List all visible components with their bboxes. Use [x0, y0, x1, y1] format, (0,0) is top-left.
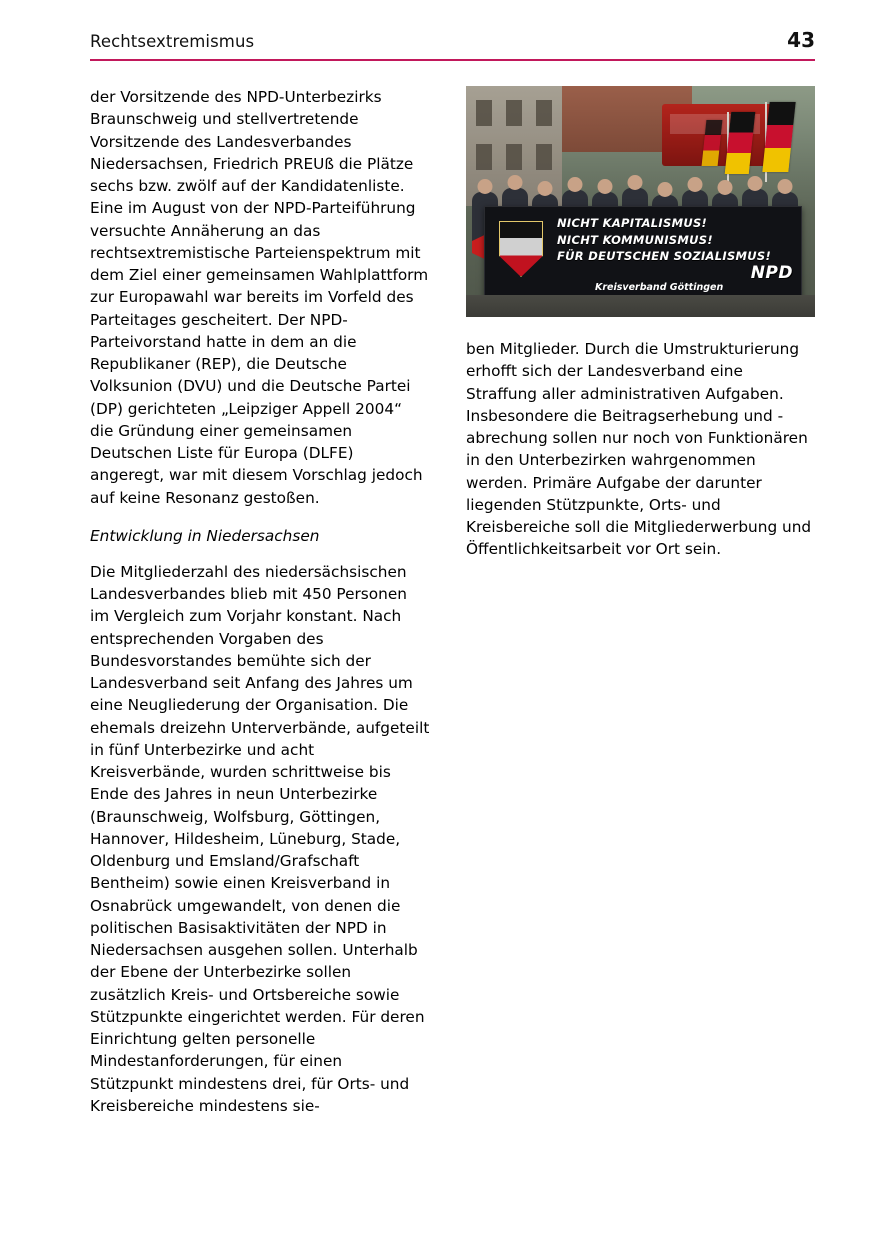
- photo-banner-party-label: NPD: [750, 263, 793, 283]
- right-text-column: [466, 338, 815, 575]
- photo-ground: [466, 295, 815, 317]
- photo-banner-line-2: NICHT KOMMUNISMUS!: [557, 232, 713, 247]
- photo-banner-text: [557, 215, 771, 265]
- paragraph-npd-candidates: der Vorsitzende des NPD-Unterbezirks Braunschweig und stellvertretende Vorsitzende des Landesverbandes Niedersachsen, Friedrich PREUß die Plätze sechs bzw. zwölf auf der Kandidatenliste. Eine im August von der NPD-Parteiführung versuchte Annäherung an das rechtsextremistische Parteienspektrum mit dem Ziel einer gemeinsamen Wahlplattform zur Europawahl war bereits im Vorfeld des Parteitages gescheitert. Der NPD-Parteivorstand hatte in dem an die Republikaner (REP), die Deutsche Volksunion (DVU) und die Deutsche Partei (DP) gerichteten „Leipziger Appell 2004“ die Gründung einer gemeinsamen Deutschen Liste für Europa (DLFE) angeregt, war mit diesem Vorschlag jedoch auf keine Resonanz gestoßen.: [90, 88, 429, 507]
- photo-banner-line-1: NICHT KAPITALISMUS!: [557, 216, 708, 230]
- photo-canvas: [466, 86, 815, 317]
- page-number: 43: [787, 28, 815, 52]
- paragraph-mitgliederzahl: Die Mitgliederzahl des niedersächsischen Landesverbandes blieb mit 450 Personen im Vergleich zum Vorjahr konstant. Nach entsprechenden Vorgaben des Bundesvorstandes bemühte sich der Landesverband seit Anfang des Jahres um eine Neugliederung der Organisation. Die ehemals dreizehn Unterverbände, aufgeteilt in fünf Unterbezirke und acht Kreisverbände, wurden schrittweise bis Ende des Jahres in neun Unterbezirke (Braunschweig, Wolfsburg, Göttingen, Hannover, Hildesheim, Lüneburg, Stade, Oldenburg und Emsland/Grafschaft Bentheim) sowie einen Kreisverband in Osnabrück umgewandelt, von denen die politischen Basisaktivitäten der NPD in Niedersachsen ausgehen sollen. Unterhalb der Ebene der Unterbezirke sollen zusätzlich Kreis- und Ortsbereiche sowie Stützpunkte eingerichtet werden. Für deren Einrichtung gelten personelle Mindestanforderungen, für einen Stützpunkt mindestens drei, für Orts- und Kreisbereiche mindestens sie-: [90, 562, 430, 1115]
- left-text-column: [90, 86, 430, 1117]
- photo-banner-shield-emblem: [499, 221, 543, 277]
- photo-banner-subtitle: Kreisverband Göttingen: [595, 282, 724, 293]
- page-header: [90, 28, 815, 52]
- photo-protest-banner: [484, 206, 802, 300]
- subheading-entwicklung: Entwicklung in Niedersachsen: [90, 526, 320, 545]
- header-divider: [90, 59, 815, 61]
- chapter-title: Rechtsextremismus: [90, 32, 255, 51]
- photo-demonstration: [466, 86, 815, 317]
- photo-banner-line-3: FÜR DEUTSCHEN SOZIALISMUS!: [557, 249, 772, 264]
- paragraph-umstrukturierung: ben Mitglieder. Durch die Umstrukturierung erhofft sich der Landesverband eine Straffung aller administrativen Aufgaben. Insbesondere die Beitragserhebung und -abrechung sollen nur noch von Funktionären in den Unterbezirken wahrgenommen werden. Primäre Aufgabe der darunter liegenden Stützpunkte, Orts- und Kreisbereiche soll die Mitgliederwerbung und Öffentlichkeitsarbeit vor Ort sein.: [466, 340, 812, 559]
